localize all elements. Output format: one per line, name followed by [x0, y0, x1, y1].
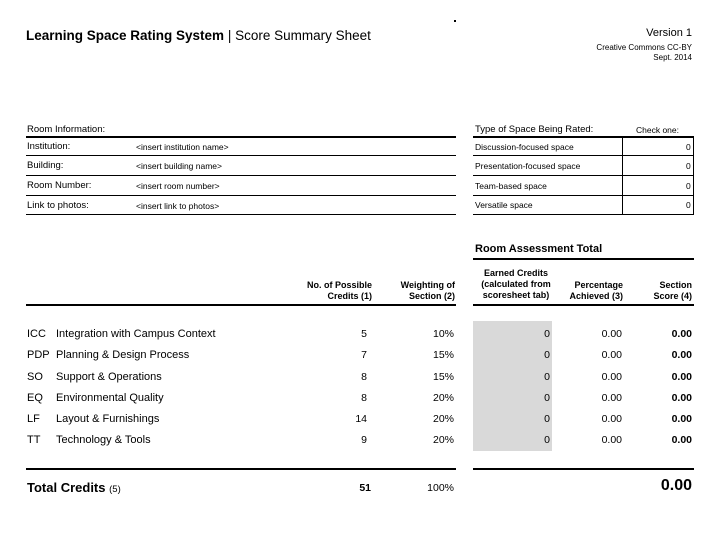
row-rule [26, 195, 456, 196]
room-number-field[interactable]: <insert room number> [136, 181, 220, 191]
building-field[interactable]: <insert building name> [136, 161, 223, 171]
percentage-cell: 0.00 [601, 413, 622, 425]
stray-dot [454, 20, 456, 22]
space-type-label: Team-based space [475, 181, 547, 191]
total-label-note: (5) [109, 484, 121, 495]
section-code: LF [27, 413, 40, 425]
space-check-cell[interactable]: 0 [686, 142, 691, 152]
section-name: Technology & Tools [56, 434, 151, 446]
space-check-cell[interactable]: 0 [686, 161, 691, 171]
percentage-cell: 0.00 [601, 434, 622, 446]
section-name: Planning & Design Process [56, 349, 190, 361]
section-code: PDP [27, 349, 50, 361]
table-header-rule [26, 304, 456, 306]
total-credits-label [27, 480, 121, 495]
section-name: Integration with Campus Context [56, 328, 216, 340]
section-score-cell: 0.00 [671, 392, 692, 404]
header-line: scoresheet tab) [482, 290, 550, 300]
section-code: SO [27, 371, 43, 383]
space-type-label: Discussion-focused space [475, 142, 574, 152]
possible-credits-cell: 9 [361, 434, 367, 446]
space-type-top-rule [473, 136, 694, 138]
earned-credits-cell[interactable]: 0 [544, 328, 550, 340]
license-label: Creative Commons CC-BY [596, 43, 692, 52]
row-rule [26, 214, 456, 215]
row-rule [473, 214, 694, 215]
possible-credits-cell: 14 [355, 413, 367, 425]
section-name: Layout & Furnishings [56, 413, 160, 425]
earned-credits-cell[interactable]: 0 [544, 434, 550, 446]
header-line: Achieved (3) [569, 291, 623, 301]
earned-credits-cell[interactable]: 0 [544, 349, 550, 361]
assessment-heading: Room Assessment Total [475, 243, 603, 255]
room-info-heading: Room Information: [27, 124, 106, 135]
possible-credits-cell: 8 [361, 371, 367, 383]
header-line: (calculated from [481, 279, 551, 289]
section-name: Environmental Quality [56, 392, 164, 404]
possible-credits-cell: 8 [361, 392, 367, 404]
version-label: Version 1 [646, 27, 692, 39]
possible-credits-header [288, 280, 372, 302]
section-code: TT [27, 434, 41, 446]
row-rule [473, 155, 694, 156]
institution-field[interactable]: <insert institution name> [136, 142, 229, 152]
section-score-cell: 0.00 [671, 434, 692, 446]
section-code: ICC [27, 328, 46, 340]
row-rule [473, 175, 694, 176]
page-title [26, 28, 371, 43]
weighting-cell: 20% [432, 413, 454, 425]
space-type-heading: Type of Space Being Rated: [475, 124, 594, 135]
header-line: Earned Credits [483, 268, 549, 278]
room-info-top-rule [26, 136, 456, 138]
header-line: Percentage [574, 280, 623, 290]
room-info-label: Link to photos: [27, 200, 89, 211]
possible-credits-cell: 5 [361, 328, 367, 340]
weighting-cell: 10% [432, 328, 454, 340]
header-line: Credits (1) [327, 291, 372, 301]
photos-link-field[interactable]: <insert link to photos> [136, 201, 220, 211]
row-rule [26, 155, 456, 156]
total-score-cell: 0.00 [660, 477, 692, 494]
section-score-cell: 0.00 [671, 371, 692, 383]
total-possible-cell: 51 [359, 482, 371, 494]
assessment-heading-rule [473, 258, 694, 260]
header-line: Weighting of [400, 280, 455, 290]
space-type-label: Versatile space [475, 200, 533, 210]
percentage-cell: 0.00 [601, 392, 622, 404]
section-score-header [630, 280, 692, 302]
header-line: Section (2) [408, 291, 455, 301]
earned-credits-cell[interactable]: 0 [544, 371, 550, 383]
earned-credits-header [474, 268, 558, 301]
percentage-header [556, 280, 623, 302]
section-name: Support & Operations [56, 371, 162, 383]
room-info-label: Building: [27, 160, 64, 171]
weighting-cell: 15% [432, 349, 454, 361]
weighting-cell: 15% [432, 371, 454, 383]
weighting-header [378, 280, 455, 302]
room-info-label: Room Number: [27, 180, 92, 191]
row-rule [26, 175, 456, 176]
earned-credits-cell[interactable]: 0 [544, 392, 550, 404]
percentage-cell: 0.00 [601, 371, 622, 383]
date-label: Sept. 2014 [653, 53, 692, 62]
percentage-cell: 0.00 [601, 328, 622, 340]
room-info-label: Institution: [27, 141, 71, 152]
title-main: Learning Space Rating System [26, 28, 225, 43]
table-header-rule [473, 304, 694, 306]
earned-credits-cell[interactable]: 0 [544, 413, 550, 425]
title-sub: | Score Summary Sheet [224, 28, 371, 43]
earned-credits-column-bg [473, 321, 552, 451]
section-score-cell: 0.00 [671, 413, 692, 425]
percentage-cell: 0.00 [601, 349, 622, 361]
total-label-text: Total Credits [27, 480, 106, 495]
space-check-cell[interactable]: 0 [686, 200, 691, 210]
space-check-cell[interactable]: 0 [686, 181, 691, 191]
header-line: Section [659, 280, 692, 290]
section-score-cell: 0.00 [671, 349, 692, 361]
check-one-heading: Check one: [636, 125, 679, 135]
possible-credits-cell: 7 [361, 349, 367, 361]
header-line: Score (4) [653, 291, 692, 301]
total-rule [473, 468, 694, 470]
total-rule [26, 468, 456, 470]
row-rule [473, 195, 694, 196]
weighting-cell: 20% [432, 392, 454, 404]
total-weight-cell: 100% [427, 482, 454, 494]
header-line: No. of Possible [306, 280, 372, 290]
weighting-cell: 20% [432, 434, 454, 446]
space-type-label: Presentation-focused space [475, 161, 581, 171]
section-score-cell: 0.00 [671, 328, 692, 340]
section-code: EQ [27, 392, 43, 404]
